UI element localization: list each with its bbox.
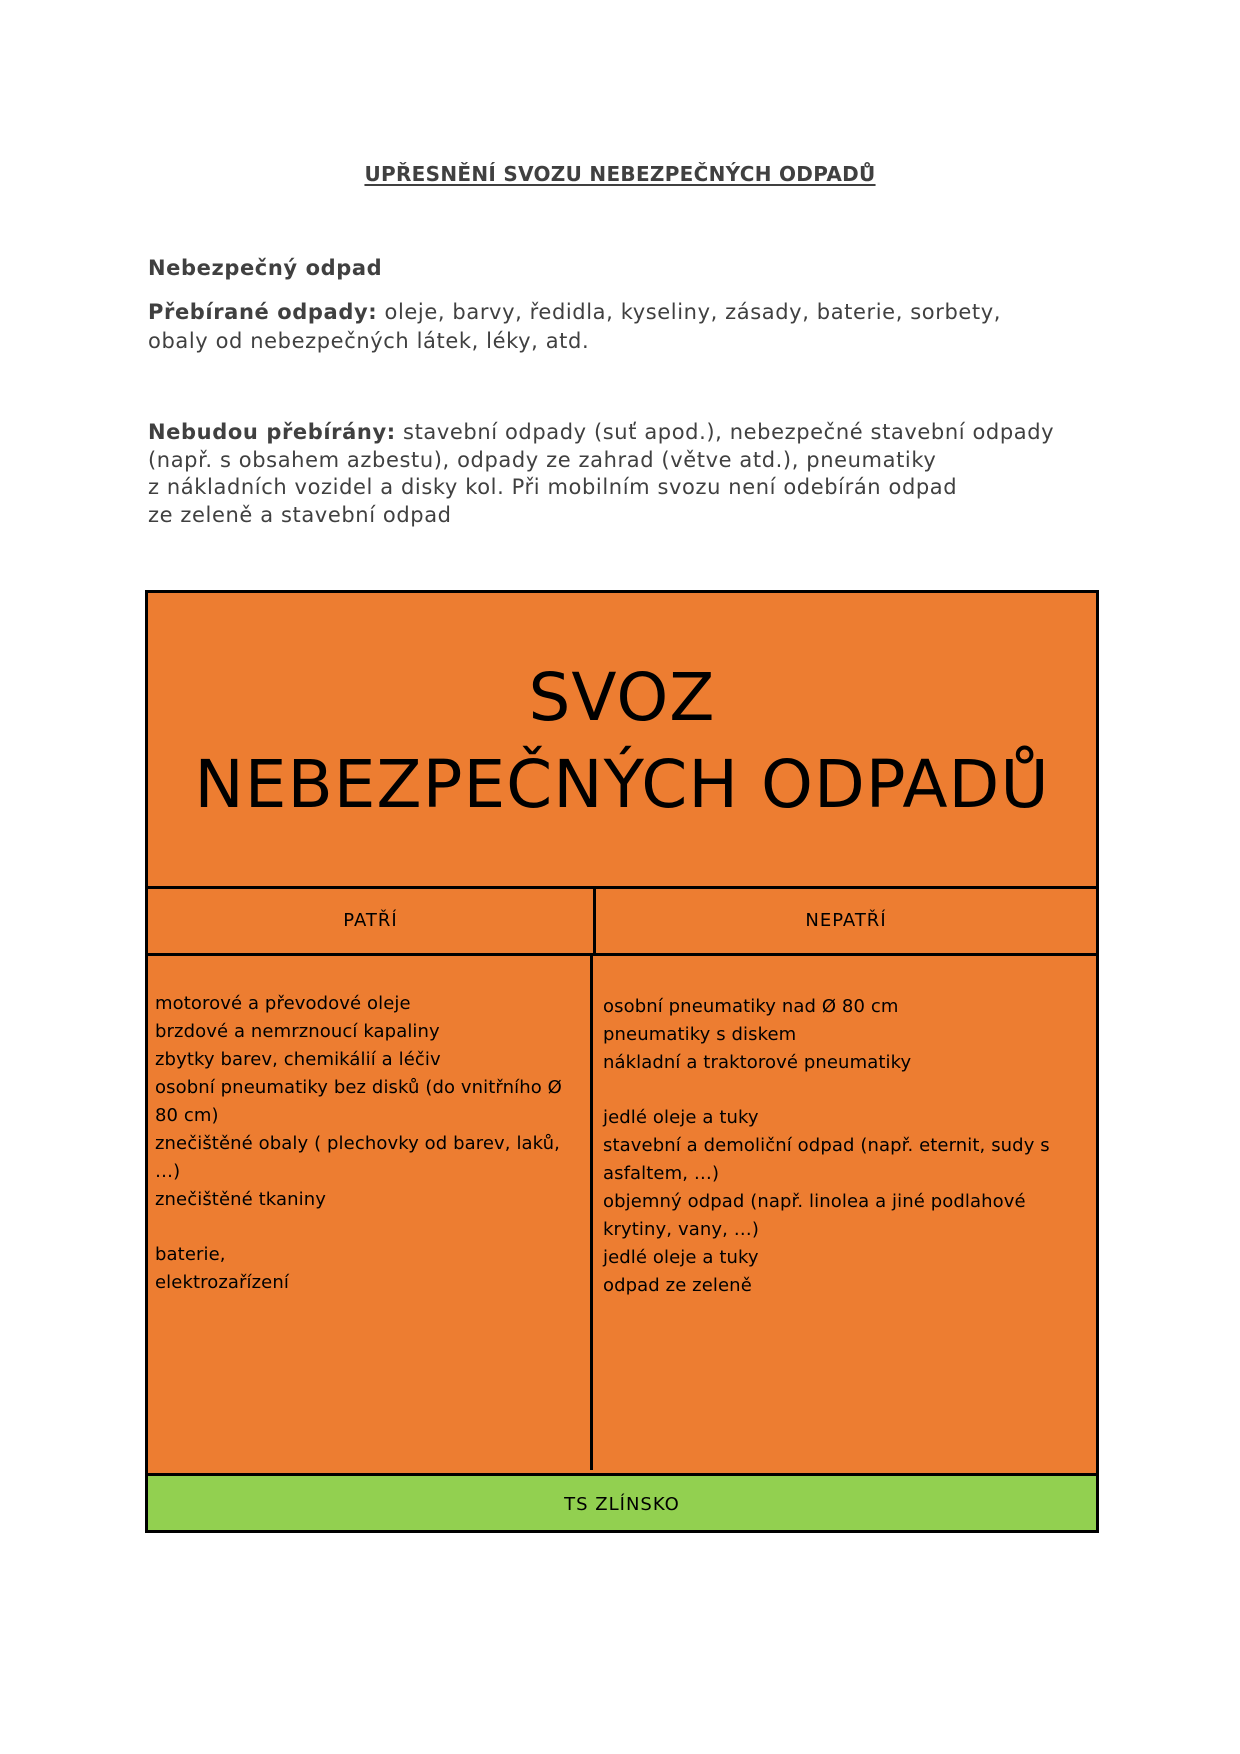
column-header-belongs: PATŘÍ <box>148 889 596 956</box>
list-item: objemný odpad (např. linolea a jiné podlahové <box>603 1191 1026 1212</box>
list-item: osobní pneumatiky bez disků (do vnitřního Ø <box>155 1077 562 1098</box>
list-item: motorové a převodové oleje <box>155 993 411 1014</box>
document-heading: UPŘESNĚNÍ SVOZU NEBEZPEČNÝCH ODPADŮ <box>364 162 876 186</box>
list-item: odpad ze zeleně <box>603 1275 752 1296</box>
waste-collection-table <box>145 590 1099 1533</box>
rejected-text-1: stavební odpady (suť apod.), nebezpečné stavební odpady <box>395 420 1055 444</box>
accepted-waste-paragraph <box>148 298 1108 356</box>
list-spacer <box>603 1077 1088 1104</box>
accepted-line-1 <box>148 298 1108 327</box>
list-item: znečištěné tkaniny <box>155 1189 327 1210</box>
list-item: pneumatiky s diskem <box>603 1024 797 1045</box>
rejected-line-4: ze zeleně a stavební odpad <box>148 502 452 527</box>
belongs-list <box>148 956 593 1470</box>
list-item: jedlé oleje a tuky <box>603 1247 759 1268</box>
table-banner <box>148 593 1096 889</box>
banner-title-line-1: SVOZ <box>528 659 716 736</box>
column-header-does-not-belong: NEPATŘÍ <box>596 889 1096 956</box>
table-footer: TS ZLÍNSKO <box>148 1473 1096 1530</box>
rejected-line-3: z nákladních vozidel a disky kol. Při mobilním svozu není odebírán odpad <box>148 475 958 499</box>
section-title: Nebezpečný odpad <box>148 256 383 280</box>
list-item: znečištěné obaly ( plechovky od barev, laků, <box>155 1133 560 1154</box>
list-item: 80 cm) <box>155 1105 219 1126</box>
list-item: jedlé oleje a tuky <box>603 1107 759 1128</box>
list-item: osobní pneumatiky nad Ø 80 cm <box>603 996 899 1017</box>
rejected-line-1 <box>148 419 1108 447</box>
banner-title-line-2: NEBEZPEČNÝCH ODPADŮ <box>194 746 1050 823</box>
rejected-label: Nebudou přebírány: <box>148 420 396 444</box>
list-item: krytiny, vany, …) <box>603 1219 759 1240</box>
list-item: …) <box>155 1161 181 1182</box>
accepted-label: Přebírané odpady: <box>148 300 378 324</box>
list-item: nákladní a traktorové pneumatiky <box>603 1052 912 1073</box>
list-item: elektrozařízení <box>155 1272 289 1293</box>
list-item: brzdové a nemrznoucí kapaliny <box>155 1021 440 1042</box>
rejected-line-2: (např. s obsahem azbestu), odpady ze zahrad (větve atd.), pneumatiky <box>148 447 937 472</box>
list-spacer <box>155 1214 582 1241</box>
rejected-waste-paragraph <box>148 419 1108 529</box>
list-item: zbytky barev, chemikálií a léčiv <box>155 1049 441 1070</box>
list-item: stavební a demoliční odpad (např. eternit, sudy s <box>603 1135 1050 1156</box>
accepted-text-1: oleje, barvy, ředidla, kyseliny, zásady, baterie, sorbety, <box>377 300 1002 324</box>
accepted-line-2: obaly od nebezpečných látek, léky, atd. <box>148 329 590 353</box>
does-not-belong-list <box>596 956 1096 1470</box>
list-item: baterie, <box>155 1244 226 1265</box>
list-item: asfaltem, …) <box>603 1163 720 1184</box>
